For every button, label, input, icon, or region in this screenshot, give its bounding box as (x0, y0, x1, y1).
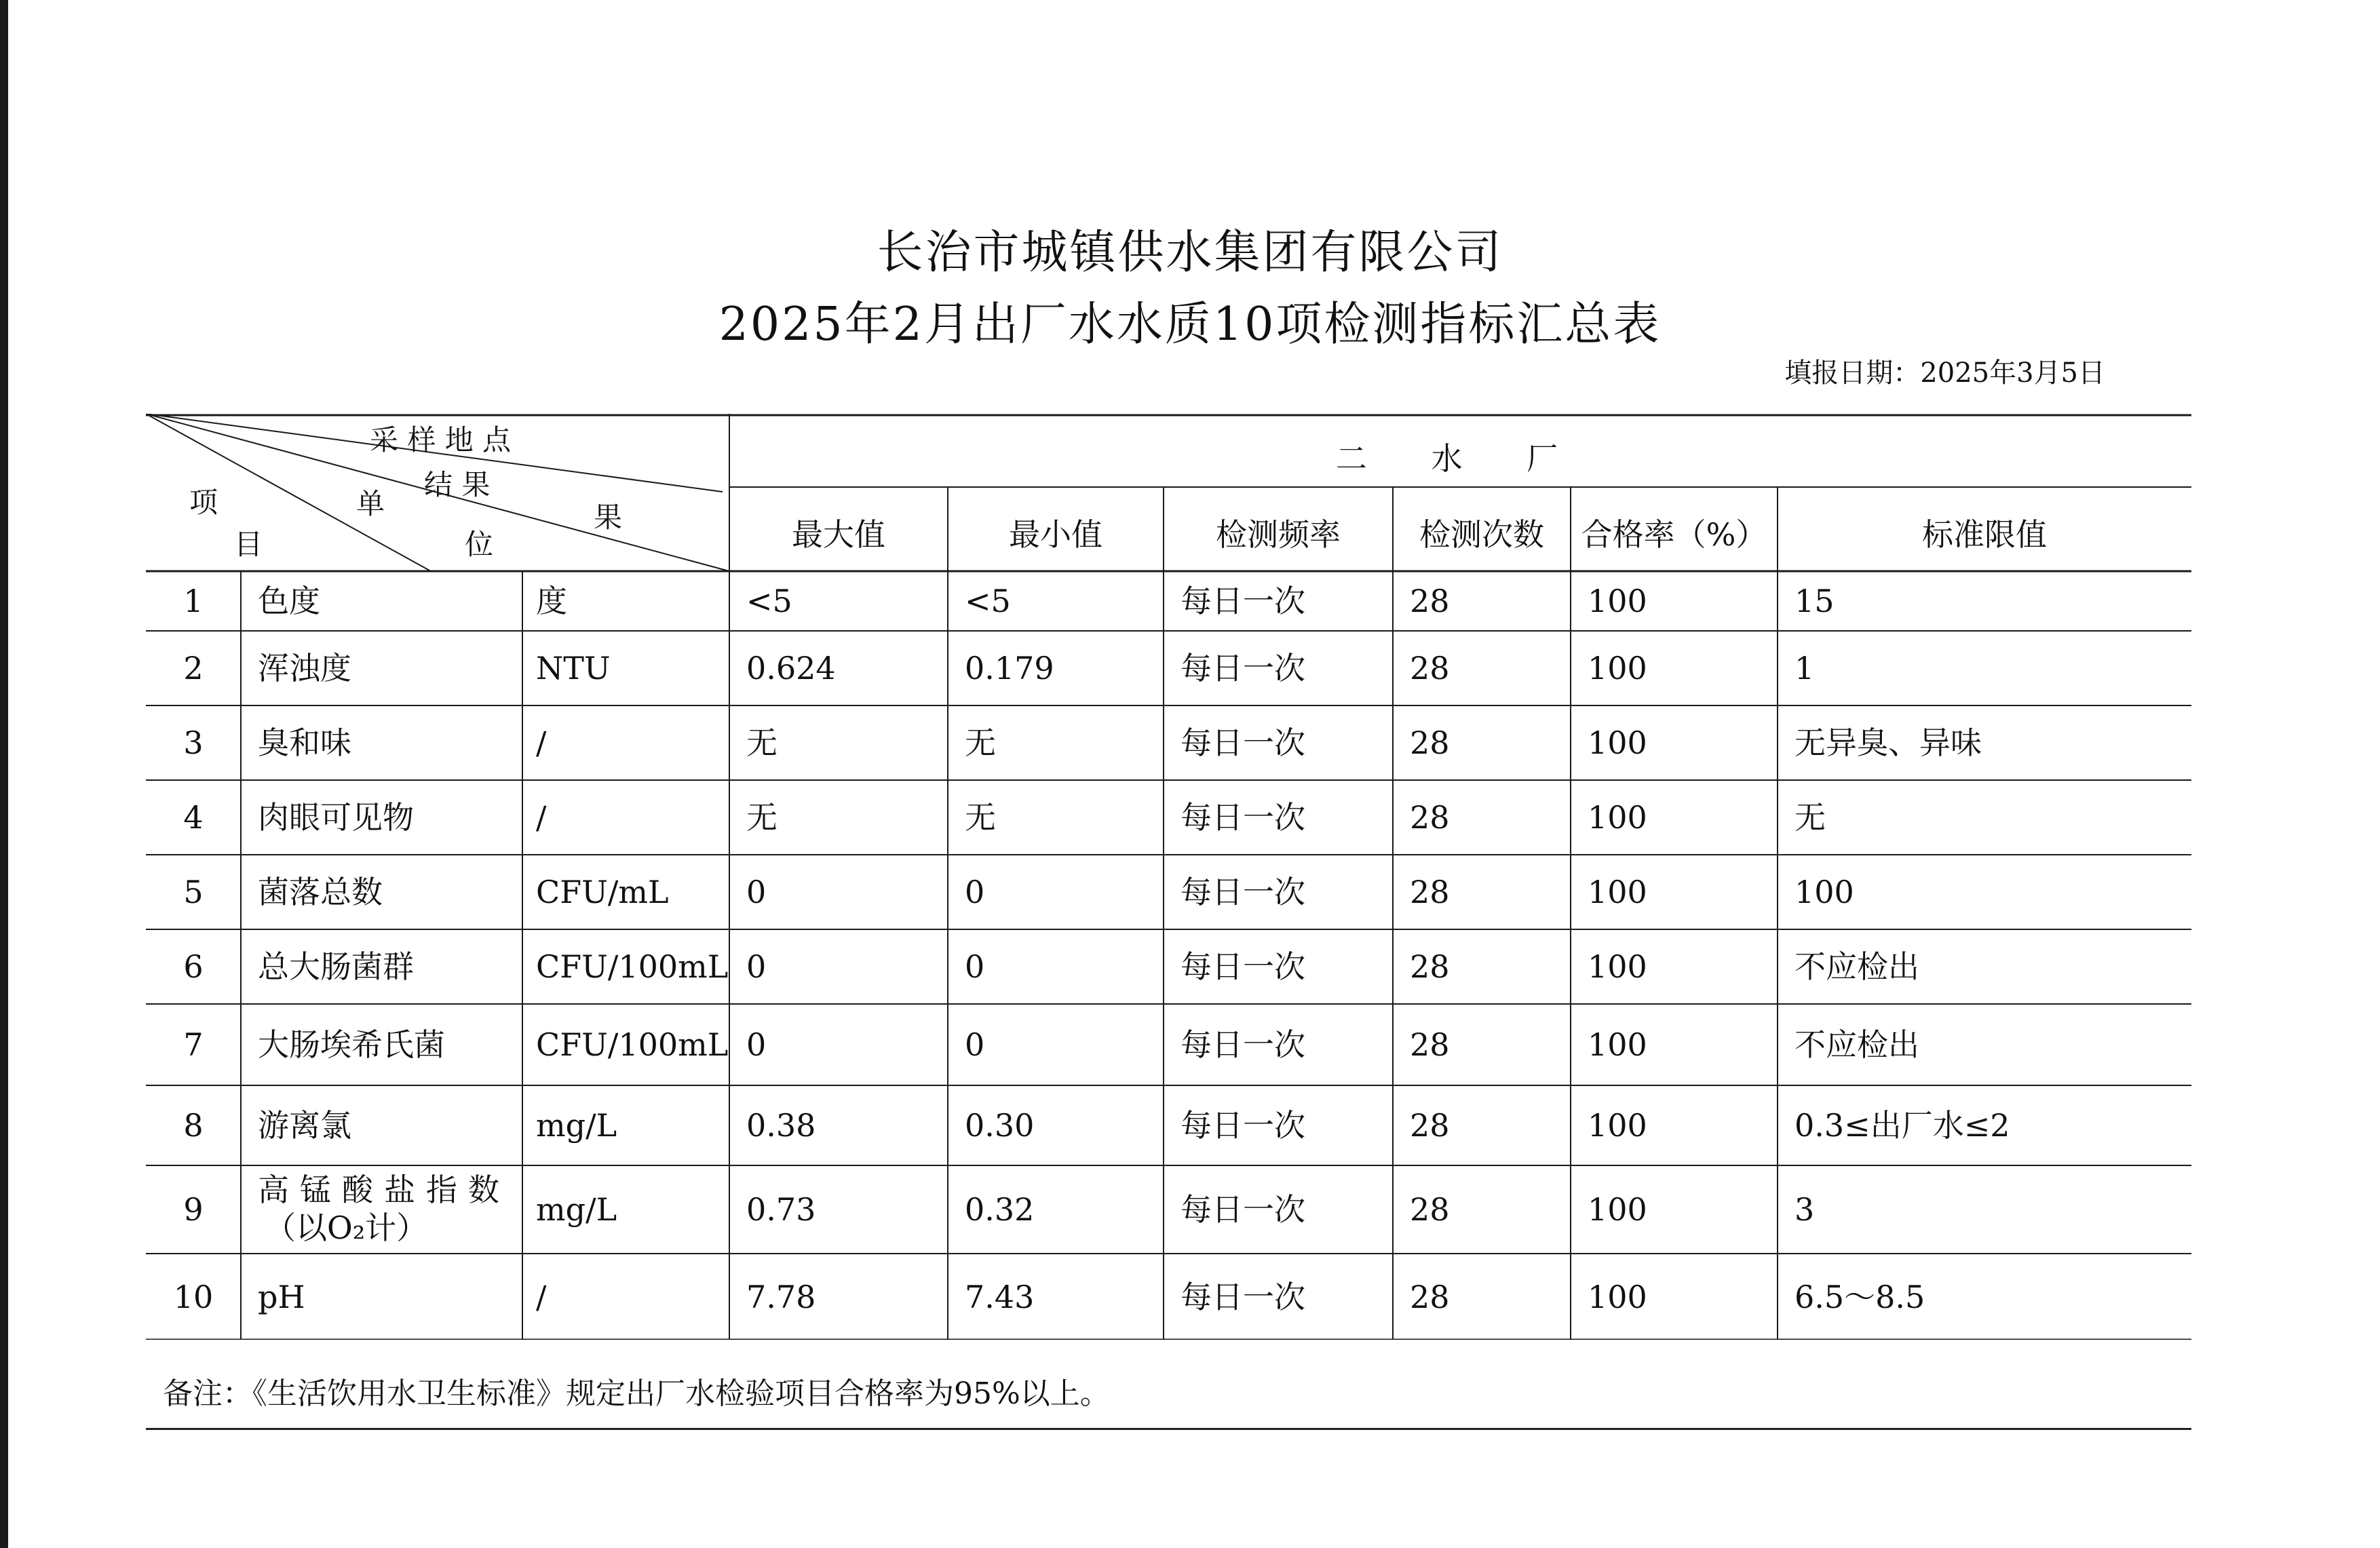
value-max: 无 (746, 799, 778, 836)
value-count: 28 (1410, 1107, 1450, 1144)
site-name: 二 水 厂 (1335, 440, 1586, 477)
value-freq: 每日一次 (1181, 1191, 1305, 1228)
value-rate: 100 (1588, 650, 1647, 686)
value-rate: 100 (1588, 1278, 1647, 1315)
value-rate: 100 (1588, 724, 1647, 761)
row-number: 9 (183, 1191, 204, 1228)
value-count: 28 (1410, 948, 1450, 985)
value-rate: 100 (1588, 799, 1647, 836)
unit: CFU/100mL (536, 948, 729, 985)
value-max: 0.38 (746, 1107, 816, 1144)
value-rate: 100 (1588, 1026, 1647, 1063)
row-number: 4 (183, 799, 204, 836)
value-freq: 每日一次 (1181, 948, 1305, 985)
item-name: 色度 (258, 583, 320, 619)
column-header: 最小值 (1009, 516, 1102, 553)
row-number: 8 (183, 1107, 204, 1144)
value-count: 28 (1410, 650, 1450, 686)
item-name: 游离氯 (258, 1107, 351, 1144)
value-freq: 每日一次 (1181, 874, 1305, 910)
value-min: 无 (965, 724, 996, 761)
row-number: 2 (183, 650, 204, 686)
value-max: 无 (746, 724, 778, 761)
value-rate: 100 (1588, 874, 1647, 910)
value-max: 7.78 (746, 1278, 816, 1315)
value-min: 0.179 (965, 650, 1054, 686)
bottom-rule (146, 1428, 2191, 1430)
unit: mg/L (536, 1191, 617, 1228)
column-header: 检测频率 (1216, 516, 1341, 553)
item-name: pH (258, 1278, 305, 1315)
value-limit: 3 (1794, 1191, 1815, 1228)
unit: / (536, 724, 547, 761)
item-name-line1: 高锰酸盐指数 (258, 1172, 510, 1208)
unit: / (536, 799, 547, 836)
value-limit: 1 (1794, 650, 1815, 686)
value-max: <5 (746, 583, 792, 619)
value-min: 0.32 (965, 1191, 1035, 1228)
value-freq: 每日一次 (1181, 799, 1305, 836)
header-sampling-site: 采 样 地 点 (370, 423, 512, 457)
value-count: 28 (1410, 1278, 1450, 1315)
header-unit: 单 (356, 487, 385, 520)
value-max: 0.624 (746, 650, 836, 686)
unit: NTU (536, 650, 611, 686)
value-freq: 每日一次 (1181, 583, 1305, 619)
value-rate: 100 (1588, 948, 1647, 985)
value-min: 无 (965, 799, 996, 836)
item-name (258, 1171, 510, 1247)
value-count: 28 (1410, 724, 1450, 761)
value-min: 0.30 (965, 1107, 1035, 1144)
footnote: 备注：《生活饮用水卫生标准》规定出厂水检验项目合格率为95%以上。 (163, 1376, 1110, 1411)
value-limit: 不应检出 (1794, 1026, 1919, 1063)
item-name: 菌落总数 (258, 874, 383, 910)
unit: / (536, 1278, 547, 1315)
value-max: 0.73 (746, 1191, 816, 1228)
column-header: 标准限值 (1922, 516, 2047, 553)
value-freq: 每日一次 (1181, 1278, 1305, 1315)
unit: mg/L (536, 1107, 617, 1144)
value-min: 0 (965, 1026, 985, 1063)
row-number: 1 (183, 583, 204, 619)
report-date: 填报日期：2025年3月5日 (1784, 357, 2105, 389)
value-limit: 无异臭、异味 (1794, 724, 1982, 761)
column-header: 检测次数 (1419, 516, 1544, 553)
unit: CFU/mL (536, 874, 669, 910)
item-name: 浑浊度 (258, 650, 351, 686)
row-number: 7 (183, 1026, 204, 1063)
value-count: 28 (1410, 1026, 1450, 1063)
value-rate: 100 (1588, 1191, 1647, 1228)
value-max: 0 (746, 1026, 767, 1063)
value-max: 0 (746, 874, 767, 910)
unit: 度 (536, 583, 567, 619)
company-title: 长治市城镇供水集团有限公司 (877, 226, 1503, 279)
row-number: 10 (173, 1278, 214, 1315)
value-max: 0 (746, 948, 767, 985)
column-header: 合格率（%） (1581, 516, 1767, 553)
value-freq: 每日一次 (1181, 724, 1305, 761)
item-name: 总大肠菌群 (258, 948, 414, 985)
header-item-end: 目 (234, 528, 263, 561)
value-count: 28 (1410, 874, 1450, 910)
value-count: 28 (1410, 583, 1450, 619)
header-result: 结 果 (424, 468, 491, 501)
value-limit: 无 (1794, 799, 1826, 836)
unit: CFU/100mL (536, 1026, 729, 1063)
value-count: 28 (1410, 1191, 1450, 1228)
value-freq: 每日一次 (1181, 1107, 1305, 1144)
header-unit-end: 位 (465, 528, 494, 561)
value-min: <5 (965, 583, 1011, 619)
value-limit: 0.3≤出厂水≤2 (1794, 1107, 2010, 1144)
item-name: 肉眼可见物 (258, 799, 414, 836)
row-number: 3 (183, 724, 204, 761)
column-header: 最大值 (792, 516, 885, 553)
value-min: 0 (965, 874, 985, 910)
water-quality-table (146, 414, 2191, 1340)
report-title: 2025年2月出厂水水质10项检测指标汇总表 (718, 298, 1662, 351)
header-item: 项 (189, 486, 218, 519)
value-freq: 每日一次 (1181, 650, 1305, 686)
value-limit: 不应检出 (1794, 948, 1919, 985)
item-name-line2: （以O₂计） (265, 1210, 428, 1246)
value-limit: 100 (1794, 874, 1854, 910)
value-count: 28 (1410, 799, 1450, 836)
value-rate: 100 (1588, 583, 1647, 619)
item-name: 臭和味 (258, 724, 351, 761)
header-result-end: 果 (594, 501, 623, 534)
value-min: 7.43 (965, 1278, 1035, 1315)
value-freq: 每日一次 (1181, 1026, 1305, 1063)
item-name: 大肠埃希氏菌 (258, 1026, 445, 1063)
value-rate: 100 (1588, 1107, 1647, 1144)
row-number: 6 (183, 948, 204, 985)
value-min: 0 (965, 948, 985, 985)
value-limit: 15 (1794, 583, 1835, 619)
row-number: 5 (183, 874, 204, 910)
value-limit: 6.5～8.5 (1794, 1278, 1925, 1315)
